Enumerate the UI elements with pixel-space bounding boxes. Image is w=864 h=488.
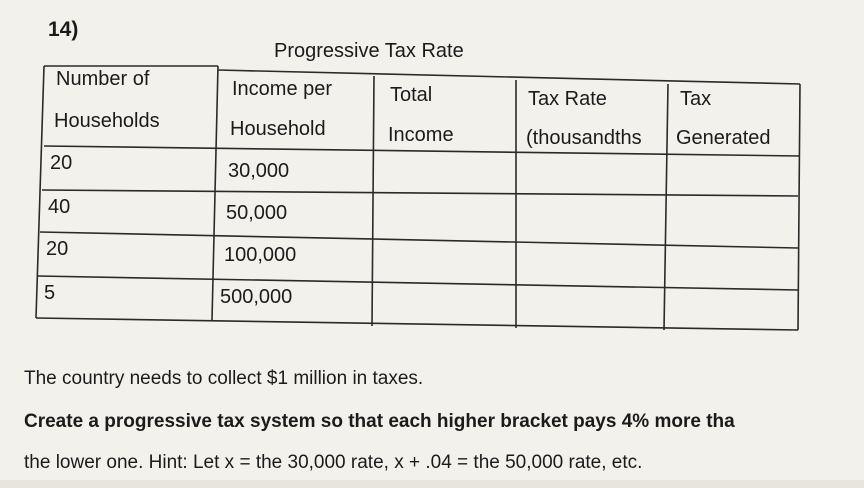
- header-households-line2: Households: [54, 110, 160, 132]
- row4-income: 500,000: [220, 286, 293, 308]
- row2-households: 40: [48, 196, 71, 218]
- header-tax-generated-line1: Tax: [680, 88, 712, 110]
- row4-households: 5: [44, 282, 56, 304]
- row3-income: 100,000: [224, 244, 297, 266]
- row3-households: 20: [46, 238, 69, 260]
- header-households-line1: Number of: [56, 68, 150, 90]
- header-total-income-line1: Total: [390, 84, 433, 106]
- header-income-line1: Income per: [232, 78, 333, 100]
- page-edge: [0, 480, 864, 488]
- note-line-1: The country needs to collect $1 million in taxes.: [24, 368, 424, 389]
- row2-income: 50,000: [226, 202, 288, 224]
- header-tax-generated-line2: Generated: [676, 127, 771, 149]
- note-line-3: the lower one. Hint: Let x = the 30,000 rate, x + .04 = the 50,000 rate, etc.: [24, 452, 643, 473]
- header-tax-rate-line1: Tax Rate: [528, 88, 607, 110]
- row1-households: 20: [50, 152, 73, 174]
- table-title: Progressive Tax Rate: [274, 40, 464, 62]
- header-tax-rate-line2: (thousandths: [526, 127, 642, 149]
- header-total-income-line2: Income: [388, 124, 454, 146]
- row1-income: 30,000: [228, 160, 290, 182]
- problem-number: 14): [48, 18, 79, 41]
- header-income-line2: Household: [230, 118, 326, 140]
- note-line-2: Create a progressive tax system so that each higher bracket pays 4% more tha: [24, 411, 735, 432]
